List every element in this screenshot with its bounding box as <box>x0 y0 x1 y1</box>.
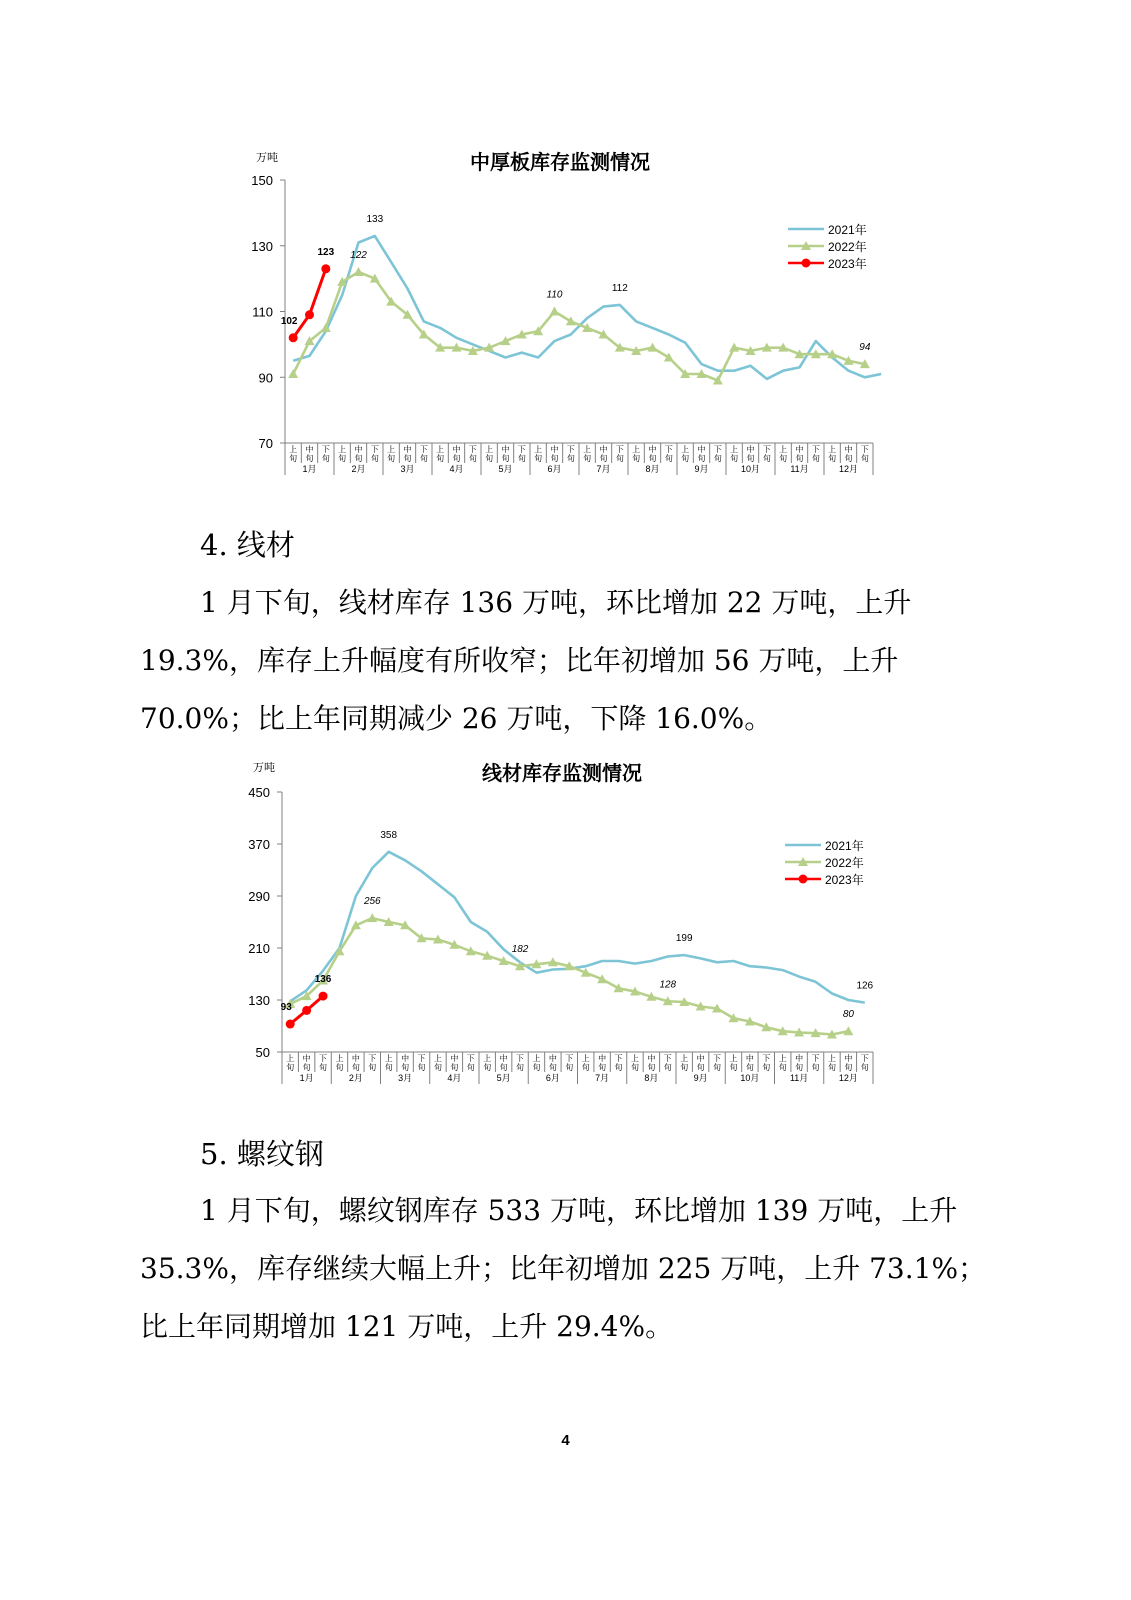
x-period-label-1: 中 <box>499 1054 508 1063</box>
y-tick-label: 70 <box>258 436 273 451</box>
rebar-paragraph-text: 1 月下旬，螺纹钢库存 533 万吨，环比增加 139 万吨，上升 35.3%，库存继续大幅上升；比年初增加 225 万吨，上升 73.1%；比上年同期增加 121 万吨，上升 29.4%。 <box>140 1194 987 1343</box>
x-period-label-2: 旬 <box>615 454 624 463</box>
x-period-label-2: 旬 <box>403 454 412 463</box>
x-period-label-1: 上 <box>681 445 690 454</box>
x-month-label: 1月 <box>302 464 317 474</box>
x-period-label-2: 旬 <box>517 454 526 463</box>
legend-label: 2022年 <box>828 240 867 254</box>
data-label: 136 <box>314 974 332 986</box>
y-tick-label: 110 <box>252 304 273 320</box>
y-tick-label: 130 <box>251 238 273 254</box>
x-period-label-2: 旬 <box>828 454 837 463</box>
data-label: 182 <box>511 944 529 956</box>
x-period-label-2: 旬 <box>566 454 575 463</box>
x-period-label-2: 旬 <box>745 1063 754 1072</box>
legend-label: 2023年 <box>828 257 867 271</box>
x-period-label-1: 下 <box>566 445 575 454</box>
x-period-label-2: 旬 <box>663 1063 672 1072</box>
x-period-label-1: 上 <box>583 445 592 454</box>
x-period-label-1: 上 <box>286 1054 295 1063</box>
data-label: 126 <box>856 980 874 992</box>
data-label: 112 <box>611 282 628 294</box>
x-period-label-1: 中 <box>403 445 412 454</box>
x-period-label-1: 下 <box>516 1054 525 1063</box>
x-period-label-2: 旬 <box>534 454 543 463</box>
x-period-label-2: 旬 <box>302 1063 311 1072</box>
data-label: 128 <box>659 979 677 991</box>
x-period-label-2: 旬 <box>532 1063 541 1072</box>
x-period-label-2: 旬 <box>485 454 494 463</box>
x-period-label-2: 旬 <box>729 1063 738 1072</box>
x-period-label-2: 旬 <box>501 454 510 463</box>
x-period-label-1: 中 <box>598 1054 607 1063</box>
x-period-label-2: 旬 <box>632 454 641 463</box>
x-period-label-2: 旬 <box>598 1063 607 1072</box>
x-period-label-1: 上 <box>778 1054 787 1063</box>
x-period-label-1: 上 <box>729 1054 738 1063</box>
x-period-label-2: 旬 <box>778 1063 787 1072</box>
x-period-label-2: 旬 <box>827 1063 836 1072</box>
x-period-label-2: 旬 <box>450 1063 459 1072</box>
x-period-label-1: 中 <box>302 1054 311 1063</box>
x-period-label-2: 旬 <box>289 454 298 463</box>
x-period-label-1: 下 <box>811 445 820 454</box>
x-period-label-1: 上 <box>289 445 298 454</box>
data-point <box>319 992 328 1001</box>
x-month-label: 11月 <box>789 1073 809 1083</box>
x-period-label-1: 中 <box>501 445 510 454</box>
x-period-label-2: 旬 <box>581 1063 590 1072</box>
x-period-label-1: 下 <box>615 445 624 454</box>
x-period-label-1: 上 <box>630 1054 639 1063</box>
x-period-label-1: 中 <box>452 445 461 454</box>
x-period-label-1: 中 <box>697 445 706 454</box>
data-point <box>302 1006 311 1015</box>
data-label: 199 <box>675 933 693 945</box>
y-tick-label: 150 <box>251 173 273 188</box>
data-label: 133 <box>366 213 384 225</box>
x-month-label: 3月 <box>398 1073 413 1083</box>
y-tick-label: 90 <box>258 370 273 386</box>
x-period-label-2: 旬 <box>401 1063 410 1072</box>
y-unit-label: 万吨 <box>253 762 275 774</box>
page-number: 4 <box>561 1432 570 1449</box>
x-month-label: 2月 <box>348 1073 363 1083</box>
x-period-label-1: 下 <box>713 445 722 454</box>
x-period-label-1: 下 <box>811 1054 820 1063</box>
series-line-2022年 <box>290 918 848 1034</box>
x-month-label: 2月 <box>351 464 366 474</box>
x-period-label-1: 中 <box>844 1054 853 1063</box>
x-period-label-2: 旬 <box>368 1063 377 1072</box>
legend-label: 2023年 <box>825 873 864 887</box>
x-period-label-2: 旬 <box>713 1063 722 1072</box>
x-period-label-1: 下 <box>614 1054 623 1063</box>
x-period-label-1: 下 <box>321 445 330 454</box>
x-period-label-1: 下 <box>319 1054 328 1063</box>
legend-label: 2021年 <box>828 223 867 237</box>
x-period-label-1: 上 <box>387 445 396 454</box>
x-period-label-2: 旬 <box>681 454 690 463</box>
x-period-label-1: 中 <box>401 1054 410 1063</box>
x-period-label-2: 旬 <box>811 1063 820 1072</box>
x-period-label-1: 中 <box>648 445 657 454</box>
x-period-label-1: 下 <box>663 1054 672 1063</box>
x-period-label-1: 中 <box>450 1054 459 1063</box>
x-period-label-1: 中 <box>745 1054 754 1063</box>
x-month-label: 7月 <box>595 1073 610 1083</box>
x-period-label-2: 旬 <box>321 454 330 463</box>
x-period-label-2: 旬 <box>583 454 592 463</box>
y-unit-label: 万吨 <box>256 152 278 164</box>
x-period-label-1: 下 <box>565 1054 574 1063</box>
x-period-label-2: 旬 <box>664 454 673 463</box>
x-period-label-2: 旬 <box>452 454 461 463</box>
x-period-label-2: 旬 <box>436 454 445 463</box>
x-period-label-2: 旬 <box>305 454 314 463</box>
y-tick-label: 450 <box>248 785 270 800</box>
x-period-label-1: 中 <box>746 445 755 454</box>
rebar-heading: 5. 螺纹钢 <box>200 1137 324 1171</box>
x-month-label: 12月 <box>838 1073 858 1083</box>
x-period-label-2: 旬 <box>417 1063 426 1072</box>
x-period-label-2: 旬 <box>286 1063 295 1072</box>
x-month-label: 12月 <box>838 464 859 474</box>
legend-label: 2021年 <box>825 839 864 853</box>
x-period-label-1: 中 <box>795 1054 804 1063</box>
x-period-label-1: 上 <box>730 445 739 454</box>
x-period-label-1: 下 <box>762 445 771 454</box>
x-period-label-1: 中 <box>351 1054 360 1063</box>
x-period-label-2: 旬 <box>762 454 771 463</box>
rebar-paragraph <box>140 1182 990 1356</box>
x-period-label-2: 旬 <box>860 1063 869 1072</box>
x-period-label-2: 旬 <box>516 1063 525 1072</box>
x-period-label-1: 下 <box>860 445 869 454</box>
x-period-label-1: 上 <box>827 1054 836 1063</box>
x-period-label-1: 上 <box>828 445 837 454</box>
y-tick-label: 290 <box>248 889 270 904</box>
x-period-label-2: 旬 <box>419 454 428 463</box>
x-period-label-2: 旬 <box>648 454 657 463</box>
x-month-label: 11月 <box>790 464 809 474</box>
x-month-label: 9月 <box>693 1073 708 1083</box>
data-label: 358 <box>380 829 398 841</box>
x-period-label-1: 下 <box>466 1054 475 1063</box>
x-month-label: 8月 <box>644 1073 659 1083</box>
x-month-label: 5月 <box>498 464 513 474</box>
data-label: 123 <box>317 246 335 258</box>
x-period-label-1: 中 <box>550 445 559 454</box>
x-period-label-1: 中 <box>354 445 363 454</box>
x-month-label: 10月 <box>740 1073 760 1083</box>
y-tick-label: 370 <box>248 837 270 852</box>
data-label: 80 <box>842 1009 854 1021</box>
x-month-label: 9月 <box>694 464 709 474</box>
x-period-label-2: 旬 <box>844 1063 853 1072</box>
x-period-label-2: 旬 <box>565 1063 574 1072</box>
x-month-label: 7月 <box>596 464 611 474</box>
x-period-label-1: 中 <box>696 1054 705 1063</box>
x-month-label: 6月 <box>545 1073 560 1083</box>
x-period-label-2: 旬 <box>338 454 347 463</box>
data-point <box>286 1020 295 1029</box>
x-period-label-2: 旬 <box>630 1063 639 1072</box>
wire-heading: 4. 线材 <box>200 528 295 562</box>
series-line-2021年 <box>290 852 865 1003</box>
x-period-label-2: 旬 <box>370 454 379 463</box>
y-tick-label: 210 <box>248 941 270 956</box>
x-period-label-2: 旬 <box>647 1063 656 1072</box>
x-period-label-2: 旬 <box>614 1063 623 1072</box>
x-period-label-2: 旬 <box>762 1063 771 1072</box>
x-period-label-1: 中 <box>548 1054 557 1063</box>
x-month-label: 1月 <box>299 1073 314 1083</box>
x-period-label-2: 旬 <box>384 1063 393 1072</box>
x-month-label: 4月 <box>447 1073 462 1083</box>
x-period-label-2: 旬 <box>860 454 869 463</box>
x-period-label-2: 旬 <box>779 454 788 463</box>
x-period-label-1: 下 <box>419 445 428 454</box>
data-label: 102 <box>280 315 298 327</box>
x-period-label-1: 中 <box>647 1054 656 1063</box>
x-period-label-2: 旬 <box>795 454 804 463</box>
x-period-label-2: 旬 <box>335 1063 344 1072</box>
x-month-label: 10月 <box>740 464 761 474</box>
x-period-label-2: 旬 <box>483 1063 492 1072</box>
x-period-label-2: 旬 <box>354 454 363 463</box>
x-period-label-1: 中 <box>599 445 608 454</box>
data-label: 93 <box>280 1002 292 1014</box>
x-period-label-1: 下 <box>517 445 526 454</box>
x-period-label-1: 下 <box>713 1054 722 1063</box>
legend-label: 2022年 <box>825 856 864 870</box>
x-period-label-1: 上 <box>632 445 641 454</box>
data-label: 110 <box>546 289 563 301</box>
x-period-label-2: 旬 <box>844 454 853 463</box>
y-tick-label: 130 <box>248 993 270 1008</box>
x-period-label-1: 下 <box>860 1054 869 1063</box>
wire-paragraph-text: 1 月下旬，线材库存 136 万吨，环比增加 22 万吨，上升 19.3%，库存上升幅度有所收窄；比年初增加 56 万吨，上升 70.0%；比上年同期减少 26 万吨，下降 16.0%。 <box>140 586 912 735</box>
x-period-label-1: 中 <box>305 445 314 454</box>
x-period-label-2: 旬 <box>811 454 820 463</box>
x-period-label-2: 旬 <box>468 454 477 463</box>
x-period-label-2: 旬 <box>730 454 739 463</box>
x-period-label-2: 旬 <box>680 1063 689 1072</box>
x-period-label-2: 旬 <box>466 1063 475 1072</box>
data-label: 94 <box>859 342 871 354</box>
x-period-label-1: 上 <box>485 445 494 454</box>
legend-marker <box>799 875 808 884</box>
x-period-label-1: 上 <box>581 1054 590 1063</box>
x-period-label-1: 上 <box>483 1054 492 1063</box>
x-period-label-2: 旬 <box>599 454 608 463</box>
x-period-label-1: 下 <box>417 1054 426 1063</box>
x-period-label-2: 旬 <box>319 1063 328 1072</box>
x-period-label-2: 旬 <box>351 1063 360 1072</box>
x-month-label: 8月 <box>645 464 660 474</box>
x-period-label-1: 中 <box>844 445 853 454</box>
x-period-label-1: 中 <box>795 445 804 454</box>
x-period-label-1: 下 <box>368 1054 377 1063</box>
x-period-label-2: 旬 <box>548 1063 557 1072</box>
x-period-label-2: 旬 <box>697 454 706 463</box>
chart-title: 线材库存监测情况 <box>482 763 642 785</box>
x-period-label-2: 旬 <box>499 1063 508 1072</box>
x-month-label: 5月 <box>496 1073 511 1083</box>
x-period-label-1: 上 <box>779 445 788 454</box>
x-period-label-1: 上 <box>680 1054 689 1063</box>
x-period-label-1: 上 <box>436 445 445 454</box>
chart-title: 中厚板库存监测情况 <box>470 152 650 174</box>
y-tick-label: 50 <box>255 1045 270 1060</box>
data-label: 256 <box>363 896 381 908</box>
x-period-label-2: 旬 <box>795 1063 804 1072</box>
data-label: 122 <box>350 250 367 262</box>
x-period-label-1: 上 <box>338 445 347 454</box>
x-period-label-1: 上 <box>534 445 543 454</box>
x-period-label-1: 上 <box>384 1054 393 1063</box>
x-period-label-2: 旬 <box>550 454 559 463</box>
x-period-label-1: 下 <box>370 445 379 454</box>
x-period-label-2: 旬 <box>433 1063 442 1072</box>
x-month-label: 4月 <box>449 464 464 474</box>
x-month-label: 3月 <box>400 464 415 474</box>
x-period-label-1: 下 <box>762 1054 771 1063</box>
x-period-label-2: 旬 <box>746 454 755 463</box>
x-period-label-1: 上 <box>335 1054 344 1063</box>
x-month-label: 6月 <box>547 464 562 474</box>
x-period-label-2: 旬 <box>696 1063 705 1072</box>
x-period-label-2: 旬 <box>387 454 396 463</box>
x-period-label-1: 上 <box>532 1054 541 1063</box>
x-period-label-1: 下 <box>468 445 477 454</box>
x-period-label-1: 上 <box>433 1054 442 1063</box>
x-period-label-1: 下 <box>664 445 673 454</box>
x-period-label-2: 旬 <box>713 454 722 463</box>
